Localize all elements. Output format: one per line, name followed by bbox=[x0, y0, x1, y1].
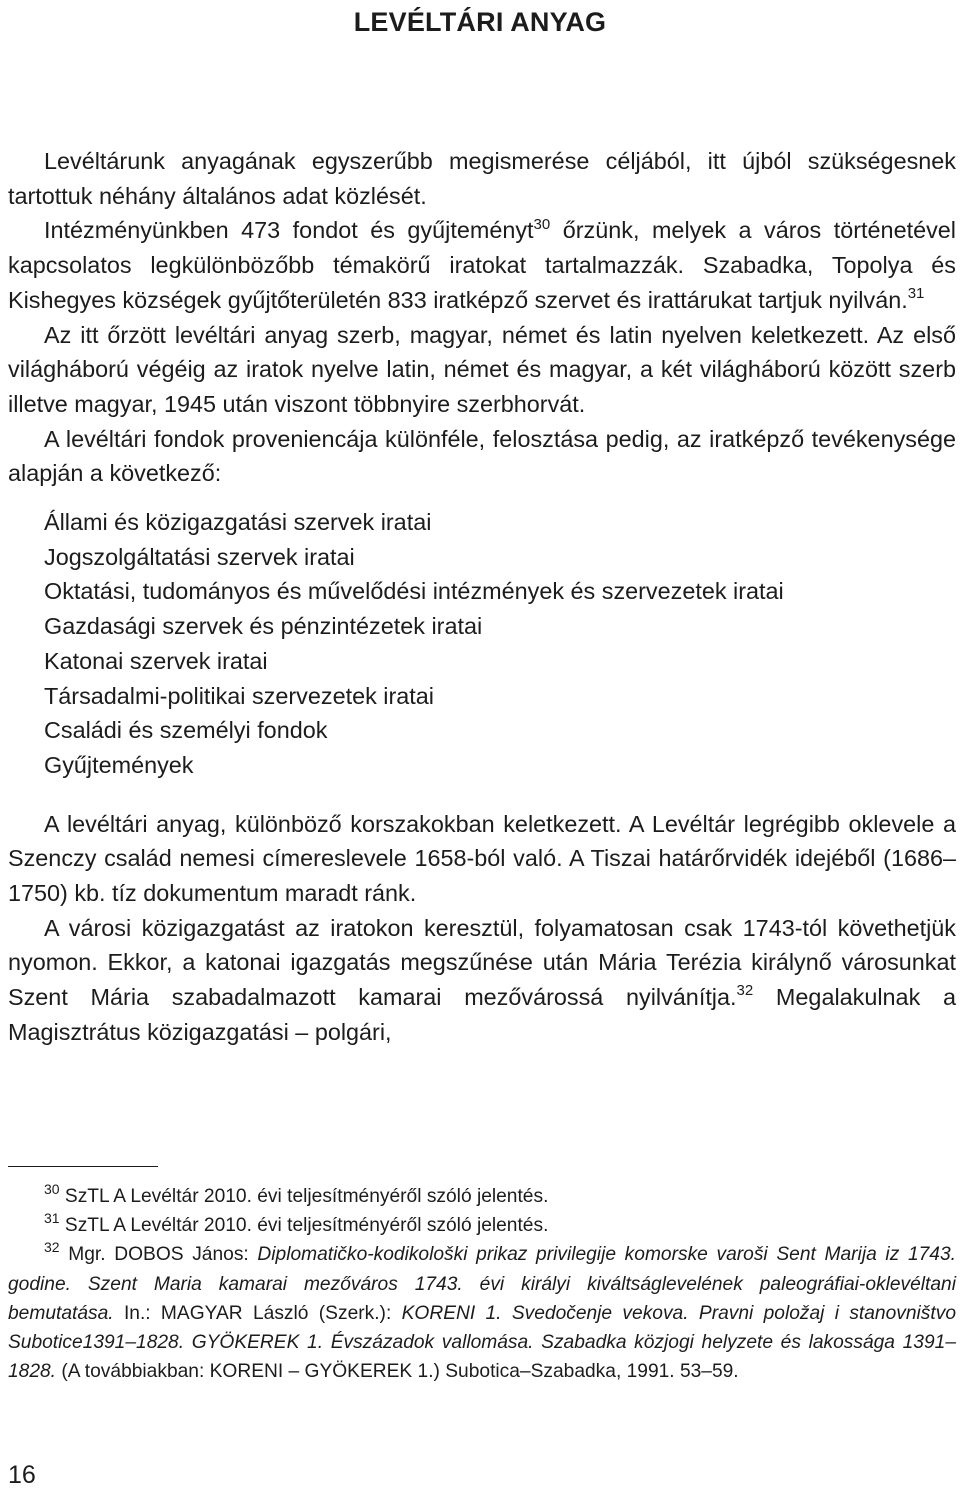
footnote-separator bbox=[8, 1166, 158, 1167]
list-item: Oktatási, tudományos és művelődési intézmények és szervezetek iratai bbox=[44, 578, 784, 605]
footnote-text: Mgr. DOBOS János: bbox=[59, 1244, 258, 1266]
list-item: Gazdasági szervek és pénzintézetek iratai bbox=[44, 613, 483, 640]
list-item: Állami és közigazgatási szervek iratai bbox=[44, 509, 432, 536]
body-text bbox=[8, 144, 956, 1050]
list-item: Jogszolgáltatási szervek iratai bbox=[44, 543, 355, 570]
paragraph-provenance: A levéltári fondok proveniencája különféle, felosztása pedig, az iratképző tevékenysége alapján a következő: bbox=[8, 425, 956, 487]
footnote-text: SzTL A Levéltár 2010. évi teljesítményéről szóló jelentés. bbox=[59, 1186, 549, 1207]
footnote-text: (A továbbiakban: KORENI – GYÖKEREK 1.) Subotica–Szabadka, 1991. 53–59. bbox=[56, 1361, 739, 1383]
list-item: Katonai szervek iratai bbox=[44, 647, 268, 674]
page-heading: LEVÉLTÁRI ANYAG bbox=[353, 7, 607, 37]
footnote-text: SzTL A Levéltár 2010. évi teljesítményéről szóló jelentés. bbox=[59, 1215, 549, 1237]
page-number: 16 bbox=[8, 1461, 36, 1489]
fond-category-list bbox=[44, 505, 956, 783]
paragraph-languages: Az itt őrzött levéltári anyag szerb, magyar, német és latin nyelven keletkezett. Az első világháború végéig az iratok nyelve latin, német és magyar, a két világháború között szerb illetve magyar, 1945 után viszont többnyire szerbhorvát. bbox=[8, 321, 956, 417]
footnote-title-italic: Diplomatičko-kodikološki prikaz privilegije komorske varoši Sent Marija iz 1743. godine. Szent Maria kamarai mezőváros 1743. évi királyi kiváltságlevelének paleográfiai-oklevéltani bemutatása. bbox=[8, 1244, 956, 1324]
footnote-title-italic: KORENI 1. Svedočenje vekova. Pravni položaj i stanovništvo Subotice1391–1828. GYÖKEREK 1. Évszázadok vallomása. Szabadka közjogi helyzete és lakossága 1391–1828. bbox=[8, 1302, 956, 1383]
footnote-ref-31[interactable]: 31 bbox=[907, 285, 925, 303]
footnote-number: 32 bbox=[44, 1239, 60, 1256]
footnote-ref-32[interactable]: 32 bbox=[736, 982, 754, 1000]
paragraph-text: Intézményünkben 473 fondot és gyűjteményt bbox=[44, 217, 534, 244]
paragraph-intro: Levéltárunk anyagának egyszerűbb megismerése céljából, itt újból szükségesnek tartottuk néhány általános adat közlését. bbox=[8, 148, 956, 209]
footnotes bbox=[8, 1182, 956, 1386]
list-item: Családi és személyi fondok bbox=[44, 717, 328, 744]
footnote-30 bbox=[8, 1182, 956, 1211]
paragraph-text: Megalakulnak a Magisztrátus közigazgatási – polgári, bbox=[8, 984, 956, 1045]
footnote-31 bbox=[8, 1211, 956, 1240]
paragraph-administration bbox=[8, 911, 956, 1050]
footnote-text: In.: MAGYAR László (Szerk.): bbox=[113, 1302, 402, 1324]
paragraph-text: őrzünk, melyek a város történetével kapcsolatos legkülönbözőbb témakörű iratokat tartalmazzák. Szabadka, Topolya és Kishegyes községek gyűjtőterületén 833 iratképző szervet és irattárukat tartjuk nyilván. bbox=[8, 217, 956, 313]
list-item: Gyűjtemények bbox=[44, 751, 194, 778]
footnote-number: 31 bbox=[44, 1209, 60, 1226]
paragraph-holdings bbox=[8, 213, 956, 317]
footnote-ref-30[interactable]: 30 bbox=[533, 215, 551, 233]
footnote-number: 30 bbox=[44, 1180, 60, 1197]
list-item: Társadalmi-politikai szervezetek iratai bbox=[44, 682, 434, 709]
paragraph-text: A városi közigazgatást az iratokon keresztül, folyamatosan csak 1743-tól követhetjük nyomon. Ekkor, a katonai igazgatás megszűnése után Mária Terézia királynő városunkat Szent Mária szabadalmazott kamarai mezővárossá nyilvánítja. bbox=[8, 914, 956, 1011]
footnote-32 bbox=[8, 1240, 956, 1386]
paragraph-oldest-documents: A levéltári anyag, különböző korszakokban keletkezett. A Levéltár legrégibb oklevele a Szenczy család nemesi címereslevele 1658-ból való. A Tiszai határőrvidék idejéből (1686–1750) kb. tíz dokumentum maradt ránk. bbox=[8, 810, 956, 907]
